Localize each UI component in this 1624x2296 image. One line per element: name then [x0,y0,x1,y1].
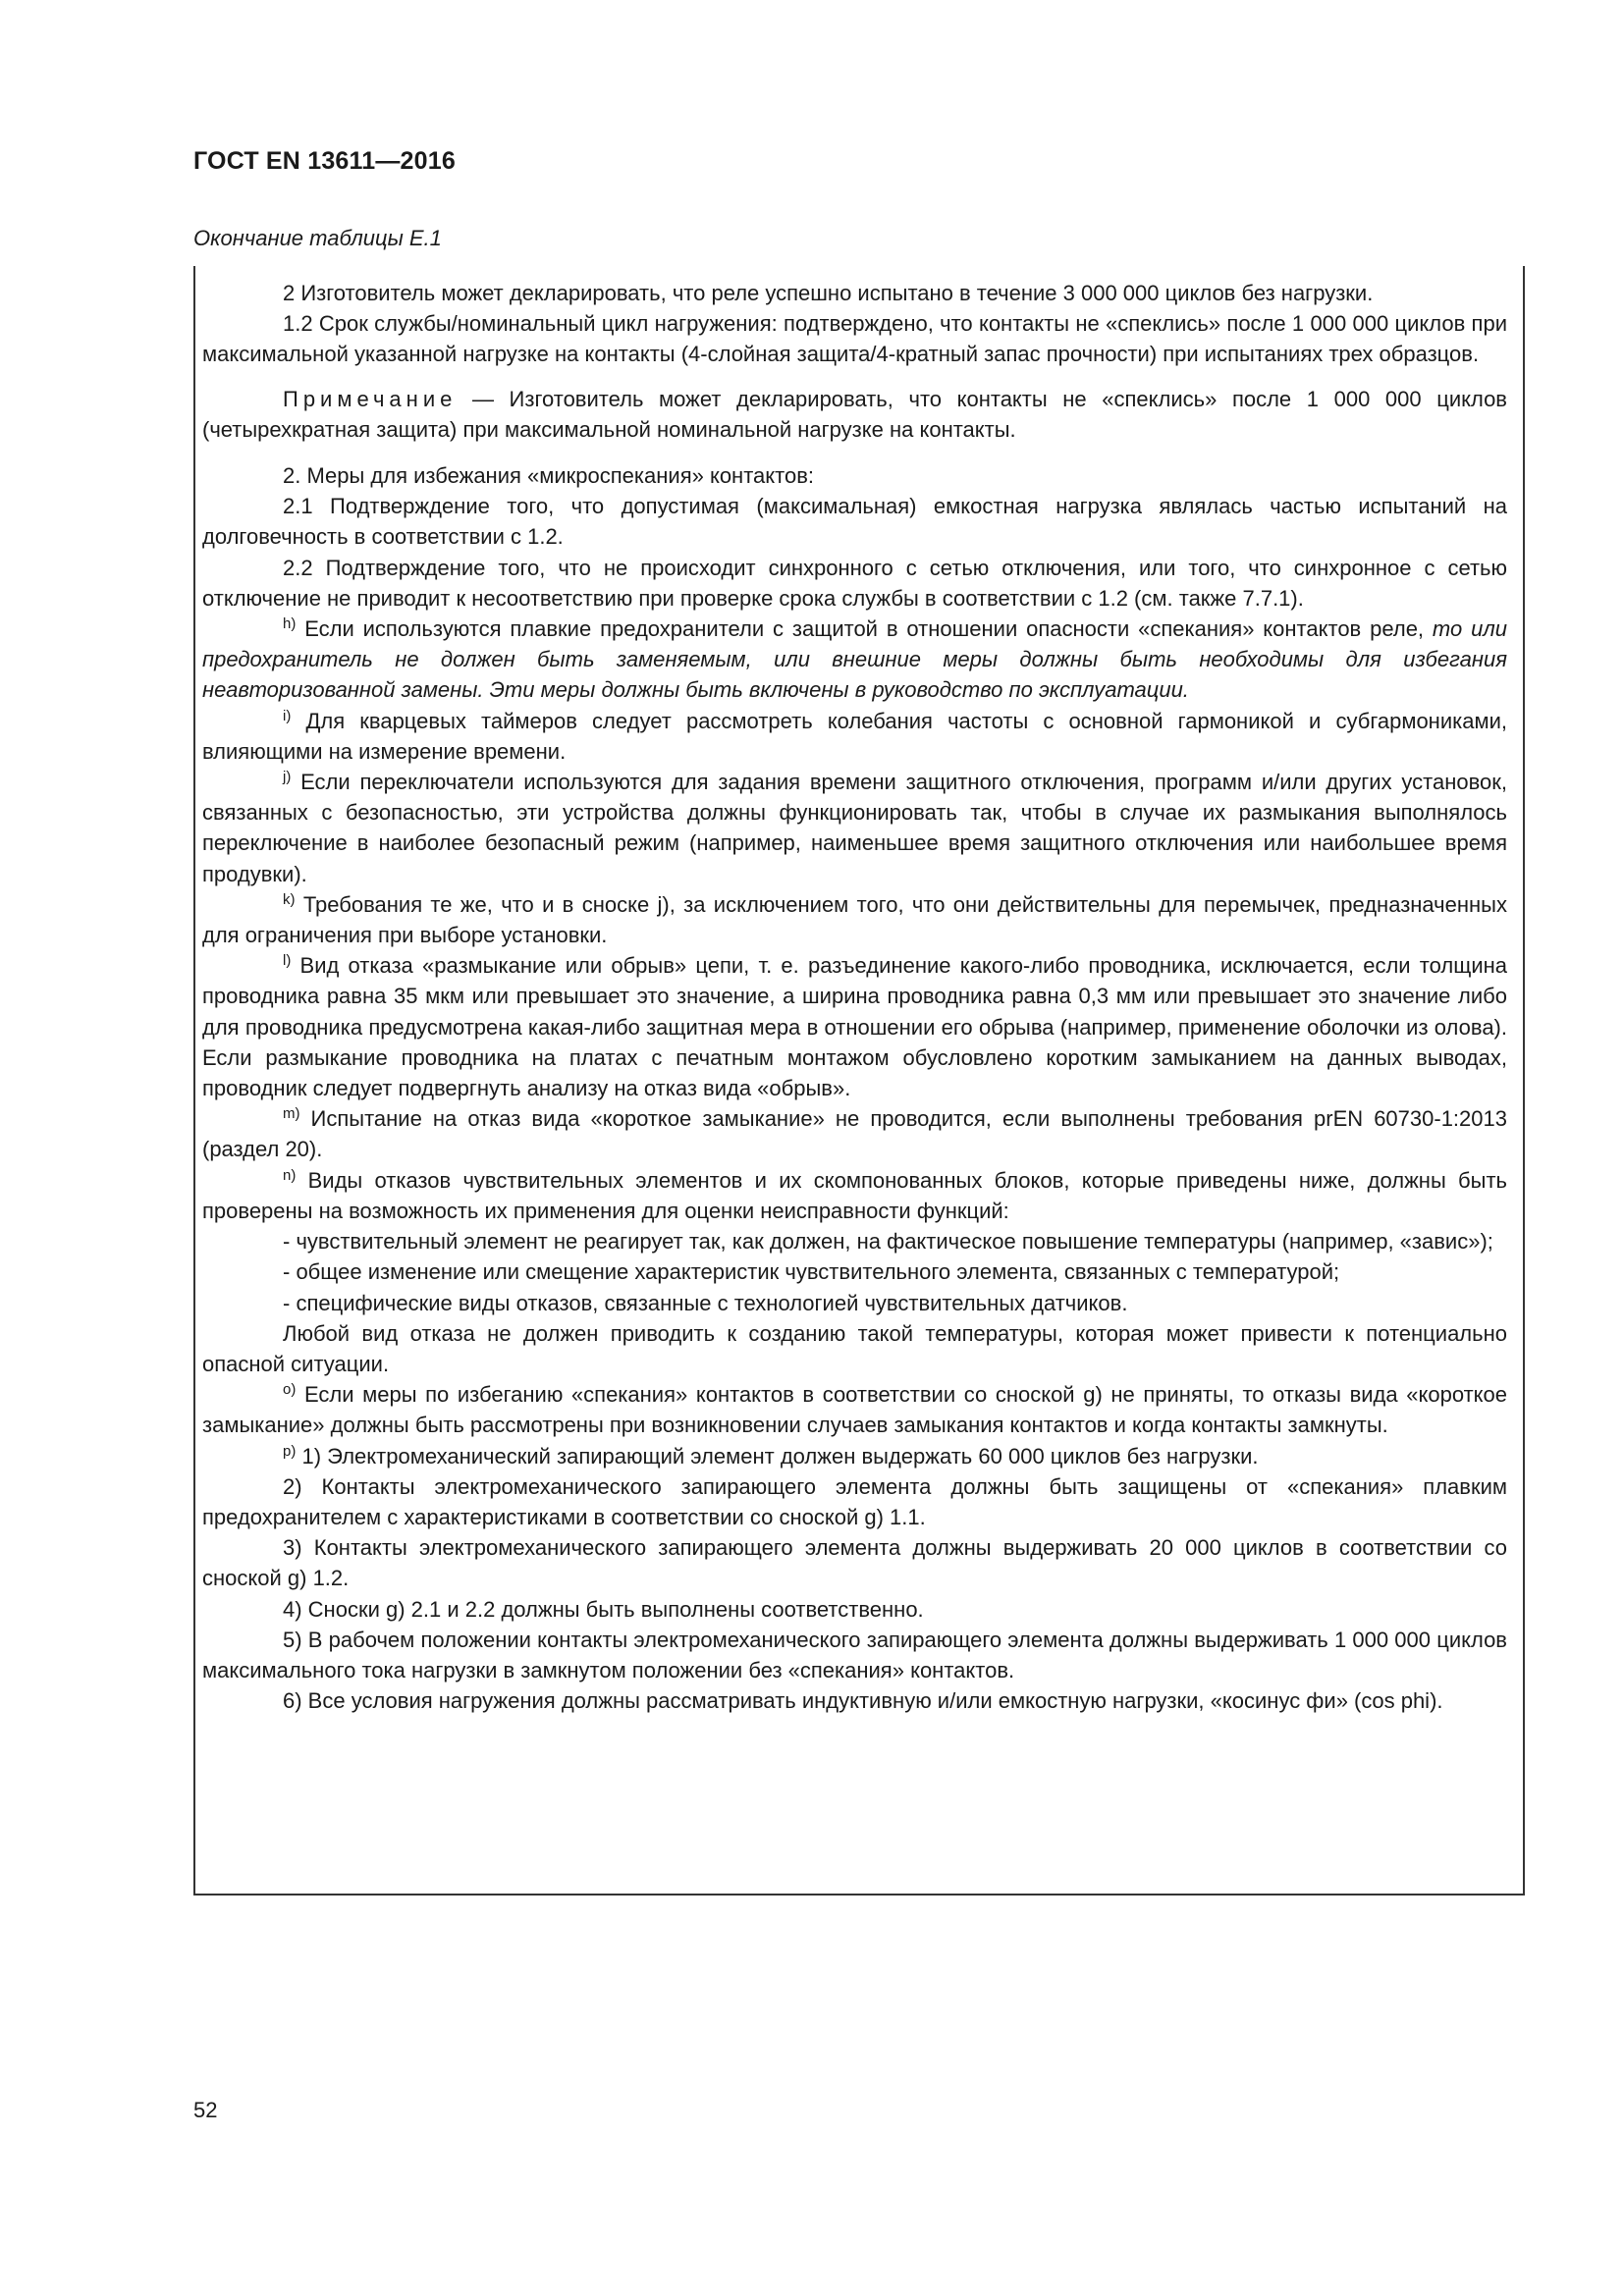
footnote-marker: i) [283,707,292,724]
page-number: 52 [193,2098,218,2122]
footnote-m [202,1103,1507,1164]
footnote-i [202,706,1507,767]
paragraph: Любой вид отказа не должен приводить к созданию такой температуры, которая может привести к потенциально опасной ситуации. [202,1320,1507,1376]
footnote-text: Для кварцевых таймеров следует рассмотреть колебания частоты с основной гармоникой и субгармониками, влияющими на измерение времени. [202,708,1507,764]
paragraph: 2.2 Подтверждение того, что не происходит синхронного с сетью отключения, или того, что синхронное с сетью отключение не приводит к несоответствию при проверке срока службы в соответствии с 1.2 (см. также 7.7.1). [202,555,1507,611]
footnote-text: Виды отказов чувствительных элементов и их скомпонованных блоков, которые приведены ниже, должны быть проверены на возможность их применения для оценки неисправности функций: [202,1167,1507,1223]
note [202,384,1507,445]
footnote-n [202,1165,1507,1226]
note-label: Примечание [283,386,458,411]
paragraph: 2. Меры для избежания «микроспекания» контактов: [283,463,815,489]
footnote-j [202,767,1507,889]
footnote-text: Если переключатели используются для задания времени защитного отключения, программ и/или других установок, связанных с безопасностью, эти устройства должны функционировать так, чтобы в случае их размыкания выполнялось переключение в наиболее безопасный режим (например, наименьшее время защитного отключения или наибольшее время продувки). [202,770,1507,886]
table-continuation [193,266,1525,1896]
footnote-marker: h) [283,615,297,633]
footnote-text: 1) Электромеханический запирающий элемент должен выдержать 60 000 циклов без нагрузки. [296,1443,1259,1468]
list-item: - специфические виды отказов, связанные с технологией чувствительных датчиков. [283,1290,1128,1315]
footnote-marker: j) [283,769,292,786]
footnote-text-italic: то или предохранитель не должен быть заменяемым, или внешние меры должны быть необходимы для избегания неавторизованной замены. Эти меры должны быть включены в руководство по эксплуатации. [202,616,1507,703]
footnote-p [202,1441,1507,1471]
footnote-marker: l) [283,952,292,970]
paragraph: 2 Изготовитель может декларировать, что реле успешно испытано в течение 3 000 000 циклов без нагрузки. [283,281,1374,305]
footnote-marker: n) [283,1166,297,1184]
list-item: - общее изменение или смещение характеристик чувствительного элемента, связанных с температурой; [283,1259,1340,1285]
footnote-text: Испытание на отказ вида «короткое замыкание» не проводится, если выполнены требования prEN 60730-1:2013 (раздел 20). [202,1106,1507,1162]
paragraph: 6) Все условия нагружения должны рассматривать индуктивную и/или емкостную нагрузки, «косинус фи» (cos phi). [283,1688,1443,1714]
list-item: - чувствительный элемент не реагирует так, как должен, на фактическое повышение температуры (например, «завис»); [283,1229,1493,1255]
footnote-marker: o) [283,1381,297,1399]
footnote-o [202,1379,1507,1440]
footnote-marker: p) [283,1442,297,1460]
paragraph: 1.2 Срок службы/номинальный цикл нагружения: подтверждено, что контакты не «спеклись» после 1 000 000 циклов при максимальной указанной нагрузке на контакты (4-слойная защита/4-кратный запас прочности) при испытаниях трех образцов. [202,311,1507,367]
paragraph: 4) Сноски g) 2.1 и 2.2 должны быть выполнены соответственно. [283,1596,924,1622]
footnote-marker: m) [283,1105,300,1123]
paragraph: 2) Контакты электромеханического запирающего элемента должны быть защищены от «спекания» плавким предохранителем с характеристиками в соответствии со сноской g) 1.1. [202,1473,1507,1529]
paragraph: 5) В рабочем положении контакты электромеханического запирающего элемента должны выдерживать 1 000 000 циклов максимального тока нагрузки в замкнутом положении без «спекания» контактов. [202,1627,1507,1682]
footnote-text: Требования те же, что и в сноске j), за исключением того, что они действительны для перемычек, предназначенных для ограничения при выборе установки. [202,891,1507,948]
footnote-l [202,950,1507,1103]
footnote-h [202,614,1507,706]
table-caption: Окончание таблицы Е.1 [193,226,442,250]
paragraph: 3) Контакты электромеханического запирающего элемента должны выдерживать 20 000 циклов в соответствии со сноской g) 1.2. [202,1535,1507,1591]
paragraph: 2.1 Подтверждение того, что допустимая (максимальная) емкостная нагрузка являлась частью испытаний на долговечность в соответствии с 1.2. [202,494,1507,550]
footnote-text: Если используются плавкие предохранители с защитой в отношении опасности «спекания» контактов реле, [296,616,1433,642]
document-header: ГОСТ EN 13611—2016 [193,147,456,175]
footnote-marker: k) [283,890,296,908]
footnote-text: Вид отказа «размыкание или обрыв» цепи, т. е. разъединение какого-либо проводника, исключается, если толщина проводника равна 35 мкм или превышает это значение, а ширина проводника равна 0,3 мм или превышает это значение либо для проводника предусмотрена какая-либо защитная мера в отношении его обрыва (например, применение оболочки из олова). Если размыкание проводника на платах с печатным монтажом обусловлено коротким замыканием на данных выводах, проводник следует подвергнуть анализу на отказ вида «обрыв». [202,953,1507,1101]
footnote-text: Если меры по избеганию «спекания» контактов в соответствии со сноской g) не приняты, то отказы вида «короткое замыкание» должны быть рассмотрены при возникновении случаев замыкания контактов и когда контакты замкнуты. [202,1382,1507,1438]
footnote-k [202,889,1507,950]
note-text: — Изготовитель может декларировать, что контакты не «спеклись» после 1 000 000 циклов (четырехкратная защита) при максимальной номинальной нагрузке на контакты. [202,386,1507,442]
